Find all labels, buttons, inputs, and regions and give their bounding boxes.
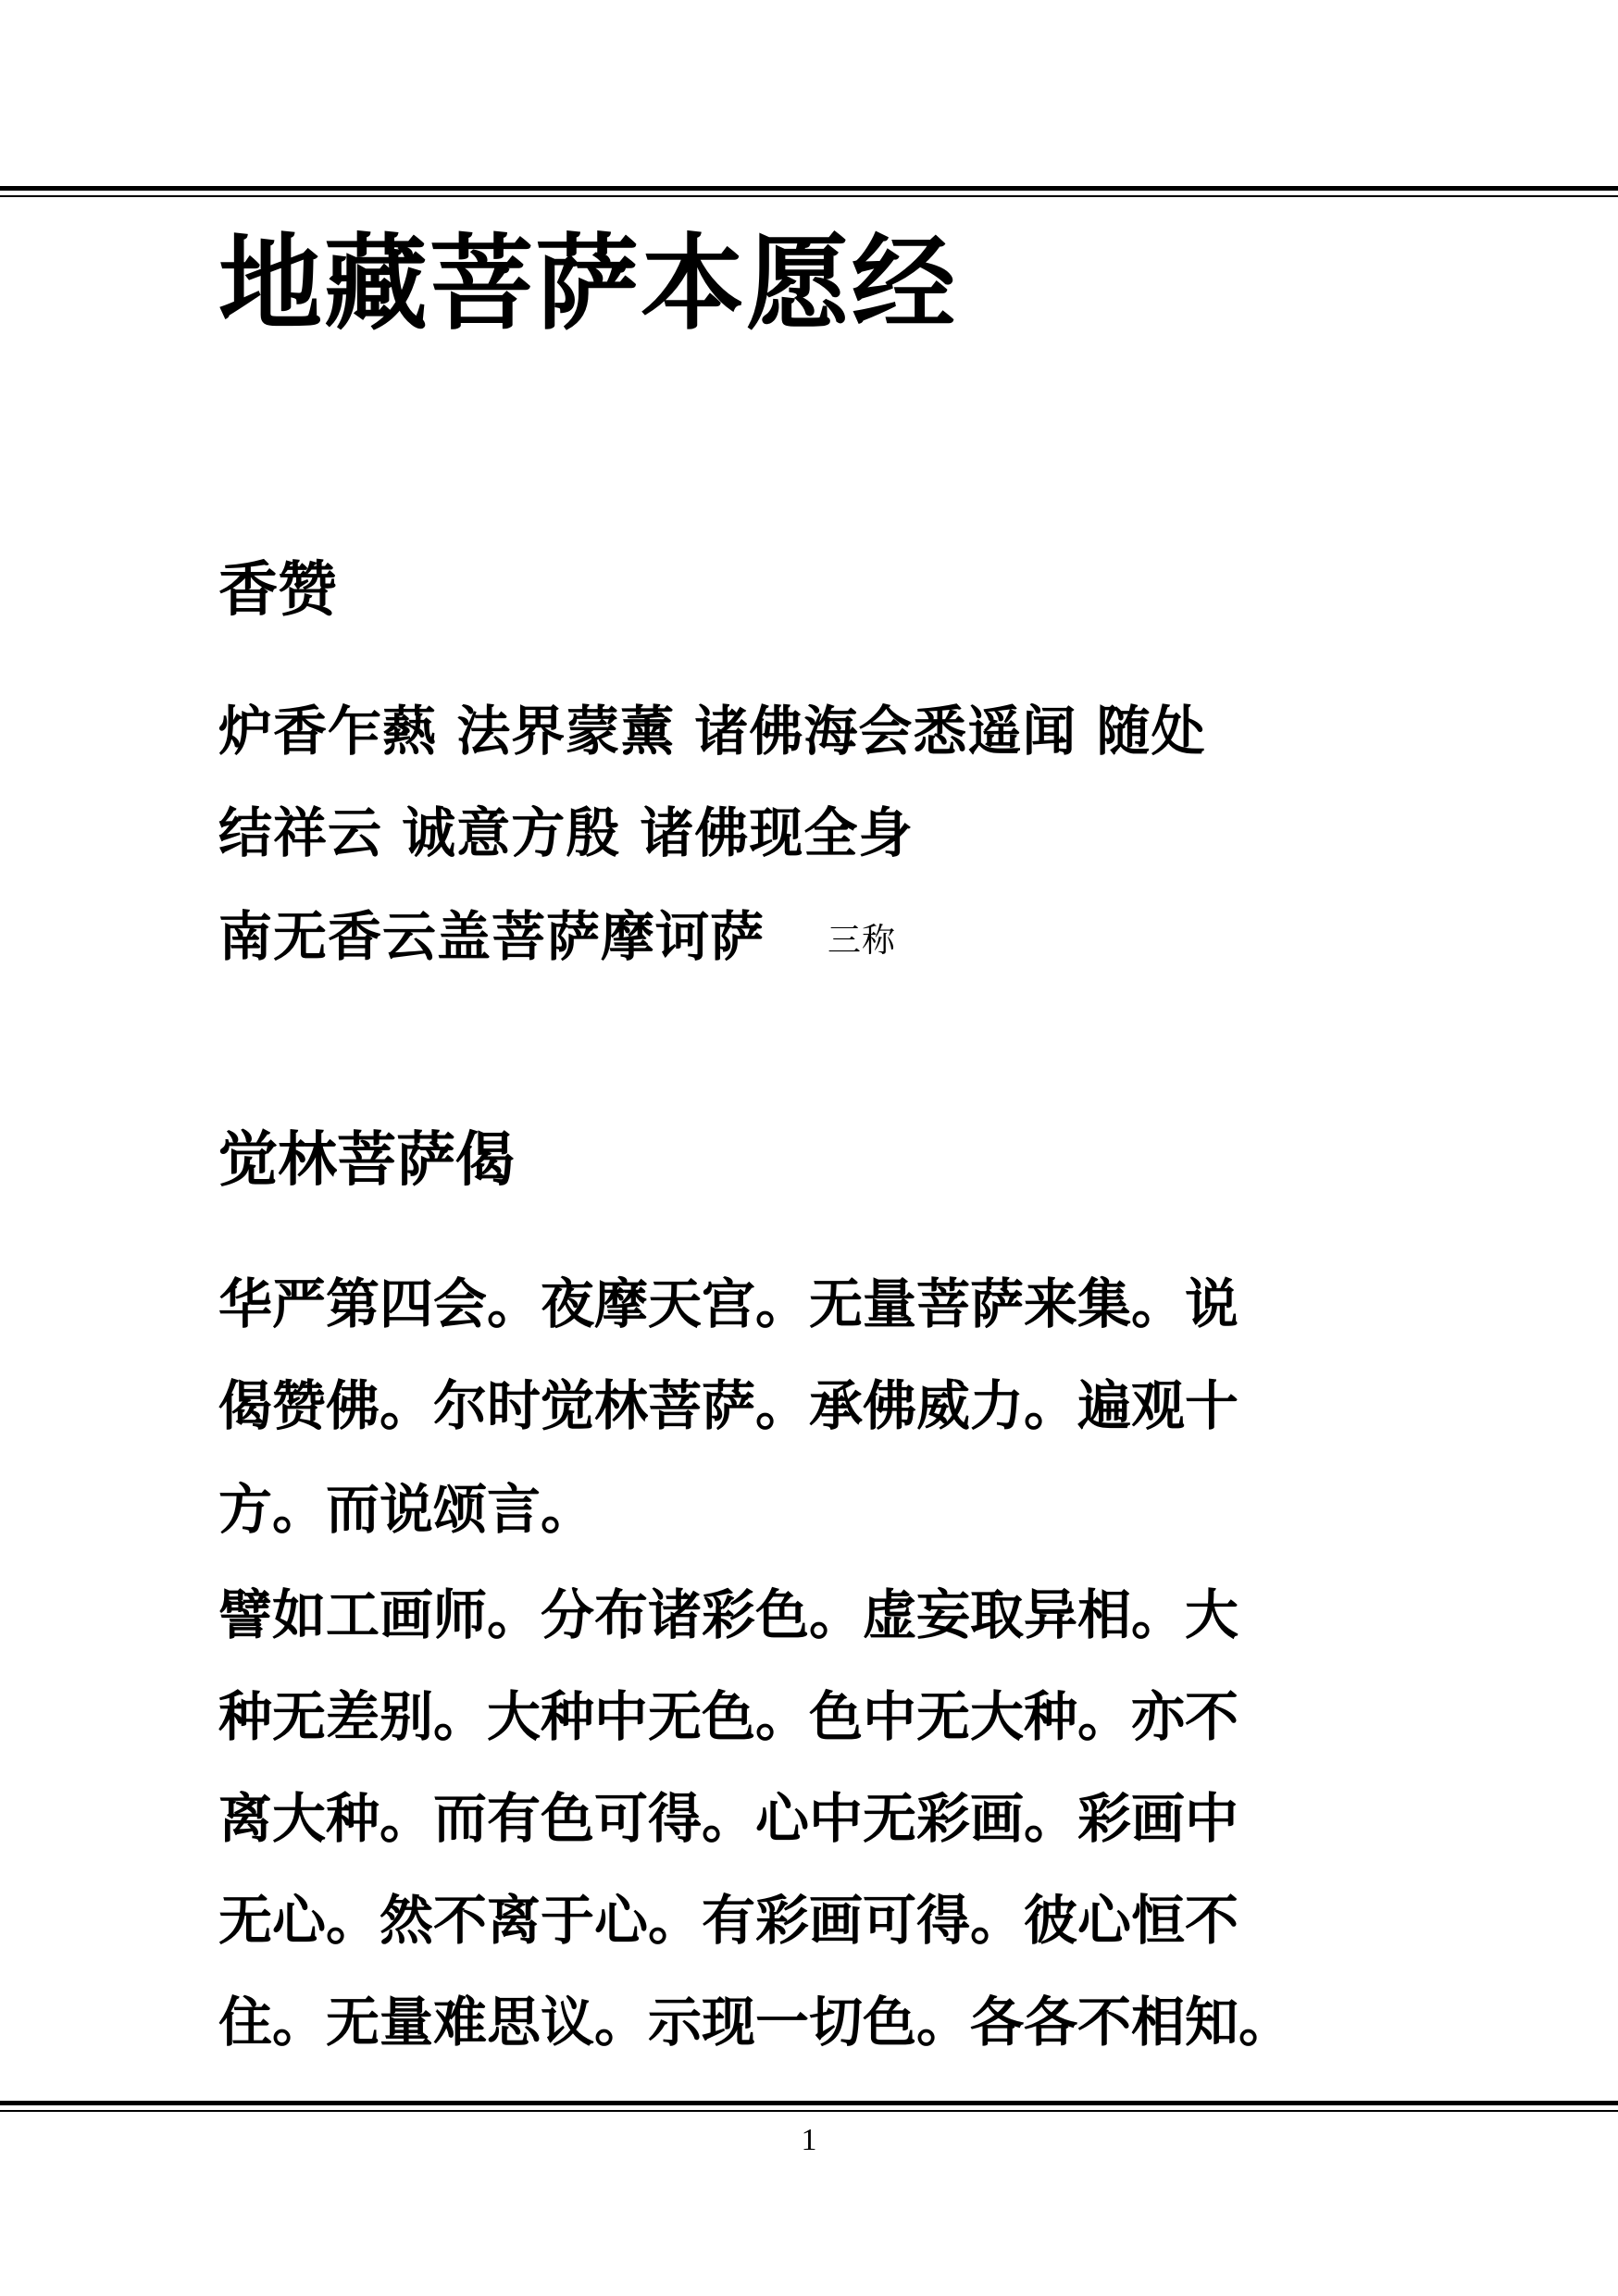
text-line: 方。而说颂言。 (218, 1478, 595, 1541)
page-number: 1 (801, 2123, 817, 2157)
text-line: 华严第四会。夜摩天宫。无量菩萨来集。说 (218, 1272, 1239, 1335)
header-rule-thin (0, 195, 1618, 197)
footer-rule-thin (0, 2110, 1618, 2112)
text-line: 无心。然不离于心。有彩画可得。彼心恒不 (218, 1889, 1239, 1952)
text-line: 种无差别。大种中无色。色中无大种。亦不 (218, 1685, 1239, 1748)
recitation-note: 三称 (828, 922, 897, 960)
section-heading-xiangzan: 香赞 (218, 556, 337, 625)
document-title: 地藏菩萨本愿经 (218, 224, 957, 344)
verse-line-with-note (218, 886, 896, 992)
verse-line: 炉香乍爇 法界蒙薰 诸佛海会悉遥闻 随处 (218, 700, 1206, 763)
section-heading-juelin: 觉林菩萨偈 (218, 1126, 515, 1195)
verse-line: 结祥云 诚意方殷 诸佛现全身 (218, 801, 914, 864)
text-line: 住。无量难思议。示现一切色。各各不相知。 (218, 1991, 1293, 2054)
text-line: 离大种。而有色可得。心中无彩画。彩画中 (218, 1787, 1239, 1850)
footer-rule-thick (0, 2101, 1618, 2105)
verse-text: 南无香云盖菩萨摩诃萨 (218, 905, 765, 968)
text-line: 譬如工画师。分布诸彩色。虚妄取异相。大 (218, 1583, 1239, 1646)
text-line: 偈赞佛。尔时觉林菩萨。承佛威力。遍观十 (218, 1374, 1239, 1437)
header-rule-thick (0, 186, 1618, 191)
